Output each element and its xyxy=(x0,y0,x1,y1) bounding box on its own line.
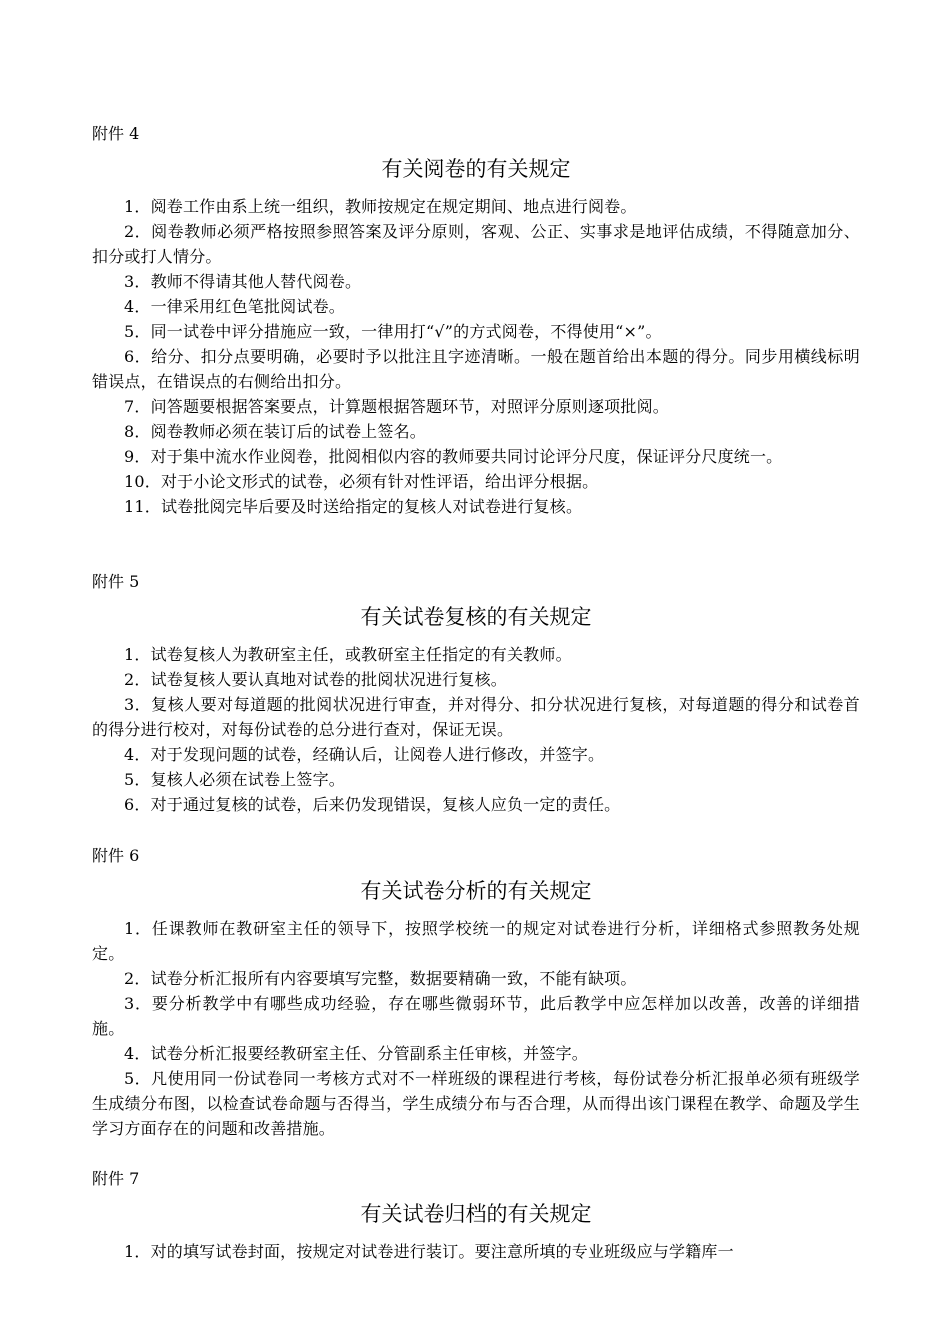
rule-item: 3．复核人要对每道题的批阅状况进行审查，并对得分、扣分状况进行复核，对每道题的得分和试卷首的得分进行校对，对每份试卷的总分进行查对，保证无误。 xyxy=(92,695,860,739)
annex-label-6: 附件 6 xyxy=(92,846,140,865)
rule-item: 5．凡使用同一份试卷同一考核方式对不一样班级的课程进行考核，每份试卷分析汇报单必须有班级学生成绩分布图，以检查试卷命题与否得当，学生成绩分布与否合理，从而得出该门课程在教学、命题及学生学习方面存在的问题和改善措施。 xyxy=(92,1069,860,1138)
rule-item: 2．试卷复核人要认真地对试卷的批阅状况进行复核。 xyxy=(124,670,507,689)
rule-item: 11．试卷批阅完毕后要及时送给指定的复核人对试卷进行复核。 xyxy=(124,497,583,516)
rules-list-review xyxy=(92,642,860,817)
section-title-analysis: 有关试卷分析的有关规定 xyxy=(360,879,592,903)
rule-item: 9．对于集中流水作业阅卷，批阅相似内容的教师要共同讨论评分尺度，保证评分尺度统一。 xyxy=(124,447,783,466)
rule-item: 4．一律采用红色笔批阅试卷。 xyxy=(124,297,345,316)
rule-item: 1．对的填写试卷封面，按规定对试卷进行装订。要注意所填的专业班级应与学籍库一 xyxy=(124,1242,734,1261)
rule-item: 10．对于小论文形式的试卷，必须有针对性评语，给出评分根据。 xyxy=(124,472,599,491)
rule-item: 6．对于通过复核的试卷，后来仍发现错误，复核人应负一定的责任。 xyxy=(124,795,621,814)
rule-item: 5．同一试卷中评分措施应一致，一律用打“√”的方式阅卷，不得使用“×”。 xyxy=(124,322,662,341)
rules-list-marking xyxy=(92,194,860,519)
annex-label-7: 附件 7 xyxy=(92,1169,140,1188)
rules-list-analysis xyxy=(92,916,860,1141)
annex-label-4: 附件 4 xyxy=(92,124,140,143)
rule-item: 1．试卷复核人为教研室主任，或教研室主任指定的有关教师。 xyxy=(124,645,572,664)
rule-item: 5．复核人必须在试卷上签字。 xyxy=(124,770,345,789)
rule-item: 1．阅卷工作由系上统一组织，教师按规定在规定期间、地点进行阅卷。 xyxy=(124,197,637,216)
rule-item: 4．对于发现问题的试卷，经确认后，让阅卷人进行修改，并签字。 xyxy=(124,745,605,764)
rule-item: 7．问答题要根据答案要点，计算题根据答题环节，对照评分原则逐项批阅。 xyxy=(124,397,669,416)
rule-item: 3．要分析教学中有哪些成功经验，存在哪些微弱环节，此后教学中应怎样加以改善，改善的详细措施。 xyxy=(92,994,860,1038)
section-title-marking: 有关阅卷的有关规定 xyxy=(381,157,571,181)
section-title-archive: 有关试卷归档的有关规定 xyxy=(360,1202,592,1226)
rule-item: 4．试卷分析汇报要经教研室主任、分管副系主任审核，并签字。 xyxy=(124,1044,588,1063)
section-title-review: 有关试卷复核的有关规定 xyxy=(360,605,592,629)
rules-list-archive xyxy=(92,1239,860,1264)
rule-item: 6．给分、扣分点要明确，必要时予以批注且字迹清晰。一般在题首给出本题的得分。同步用横线标明错误点，在错误点的右侧给出扣分。 xyxy=(92,347,860,391)
rule-item: 1．任课教师在教研室主任的领导下，按照学校统一的规定对试卷进行分析，详细格式参照教务处规定。 xyxy=(92,919,860,963)
rule-item: 3．教师不得请其他人替代阅卷。 xyxy=(124,272,362,291)
rule-item: 8．阅卷教师必须在装订后的试卷上签名。 xyxy=(124,422,426,441)
rule-item: 2．试卷分析汇报所有内容要填写完整，数据要精确一致，不能有缺项。 xyxy=(124,969,637,988)
annex-label-5: 附件 5 xyxy=(92,572,140,591)
rule-item: 2．阅卷教师必须严格按照参照答案及评分原则，客观、公正、实事求是地评估成绩，不得随意加分、扣分或打人情分。 xyxy=(92,222,860,266)
